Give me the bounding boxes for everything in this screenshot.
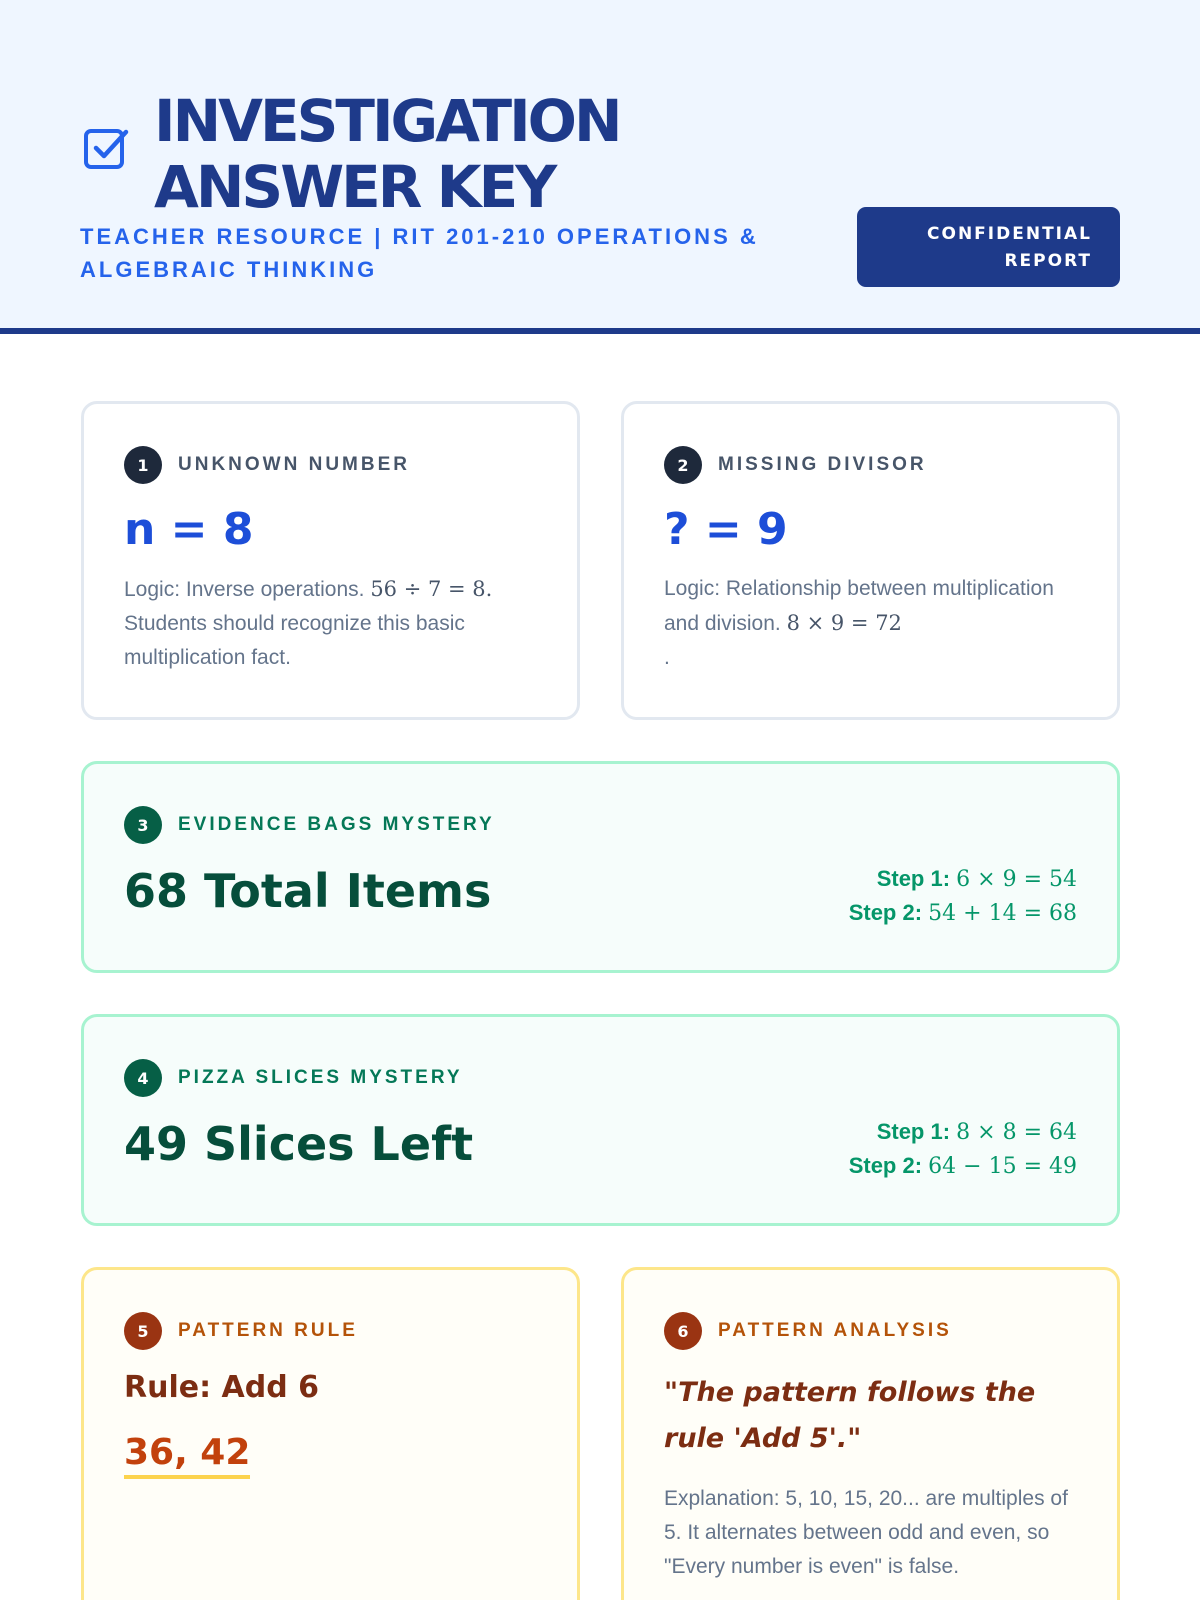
- logic-text: [664, 572, 1074, 675]
- card-header: [124, 1059, 463, 1097]
- step-2-label: Step 2:: [848, 900, 923, 925]
- card-header: [664, 1312, 952, 1350]
- logic-text: [124, 572, 534, 675]
- title-line-1: INVESTIGATION: [154, 87, 620, 155]
- logic-suffix: Students should recognize this basic multiplication fact.: [124, 612, 465, 669]
- step-1: [849, 1115, 1077, 1149]
- card-pattern-analysis: [621, 1267, 1120, 1600]
- steps: [849, 1115, 1077, 1183]
- card-unknown-number: [81, 401, 580, 720]
- badge-line-2: REPORT: [1004, 251, 1092, 271]
- answer: ? = 9: [664, 504, 788, 555]
- card-label: PATTERN ANALYSIS: [718, 1320, 952, 1341]
- explanation-text: Explanation: 5, 10, 15, 20... are multiples of 5. It alternates between odd and even, so "Every number is even" is false.: [664, 1487, 1068, 1578]
- logic-prefix: Logic: Inverse operations.: [124, 578, 371, 601]
- card-label: EVIDENCE BAGS MYSTERY: [178, 814, 495, 835]
- card-label: PIZZA SLICES MYSTERY: [178, 1067, 463, 1088]
- checkbox-icon: [82, 124, 132, 174]
- step-2: [849, 896, 1077, 930]
- pattern-quote: "The pattern follows the rule 'Add 5'.": [664, 1377, 1036, 1454]
- card-label: MISSING DIVISOR: [718, 454, 927, 475]
- step-2-math: 54 + 14 = 68: [928, 901, 1077, 926]
- card-number-badge: 4: [124, 1059, 162, 1097]
- card-pizza-slices: [81, 1014, 1120, 1226]
- step-1-label: Step 1:: [876, 866, 951, 891]
- step-1-math: 8 × 8 = 64: [956, 1120, 1077, 1145]
- page-title: [154, 88, 620, 220]
- step-2-math: 64 − 15 = 49: [928, 1154, 1077, 1179]
- badge-line-1: CONFIDENTIAL: [927, 224, 1092, 244]
- card-label: PATTERN RULE: [178, 1320, 358, 1341]
- answer: 49 Slices Left: [124, 1117, 474, 1171]
- pattern-rule: Rule: Add 6: [124, 1370, 320, 1405]
- header: [0, 0, 1200, 334]
- step-2: [849, 1149, 1077, 1183]
- card-number-badge: 3: [124, 806, 162, 844]
- card-header: [664, 446, 927, 484]
- logic-math: 8 × 9 = 72: [786, 611, 902, 635]
- step-2-label: Step 2:: [848, 1153, 923, 1178]
- card-number-badge: 6: [664, 1312, 702, 1350]
- card-label: UNKNOWN NUMBER: [178, 454, 410, 475]
- card-header: [124, 1312, 358, 1350]
- logic-math: 56 ÷ 7 = 8.: [370, 577, 493, 601]
- card-header: [124, 446, 410, 484]
- step-1-math: 6 × 9 = 54: [956, 867, 1077, 892]
- step-1-label: Step 1:: [876, 1119, 951, 1144]
- card-pattern-rule: [81, 1267, 580, 1600]
- steps: [849, 862, 1077, 930]
- answer: 68 Total Items: [124, 864, 492, 918]
- confidential-badge: [857, 207, 1120, 287]
- title-row: [82, 88, 620, 220]
- card-evidence-bags: [81, 761, 1120, 973]
- subtitle: TEACHER RESOURCE | RIT 201-210 OPERATIONS & ALGEBRAIC THINKING: [80, 224, 759, 282]
- logic-prefix: Logic: Relationship between multiplication and division.: [664, 577, 1054, 635]
- next-terms: 36, 42: [124, 1432, 250, 1479]
- step-1: [849, 862, 1077, 896]
- card-header: [124, 806, 495, 844]
- title-line-2: ANSWER KEY: [154, 153, 555, 221]
- card-number-badge: 5: [124, 1312, 162, 1350]
- card-missing-divisor: [621, 401, 1120, 720]
- logic-suffix: .: [664, 646, 670, 669]
- card-number-badge: 1: [124, 446, 162, 484]
- card-number-badge: 2: [664, 446, 702, 484]
- answer: n = 8: [124, 504, 254, 555]
